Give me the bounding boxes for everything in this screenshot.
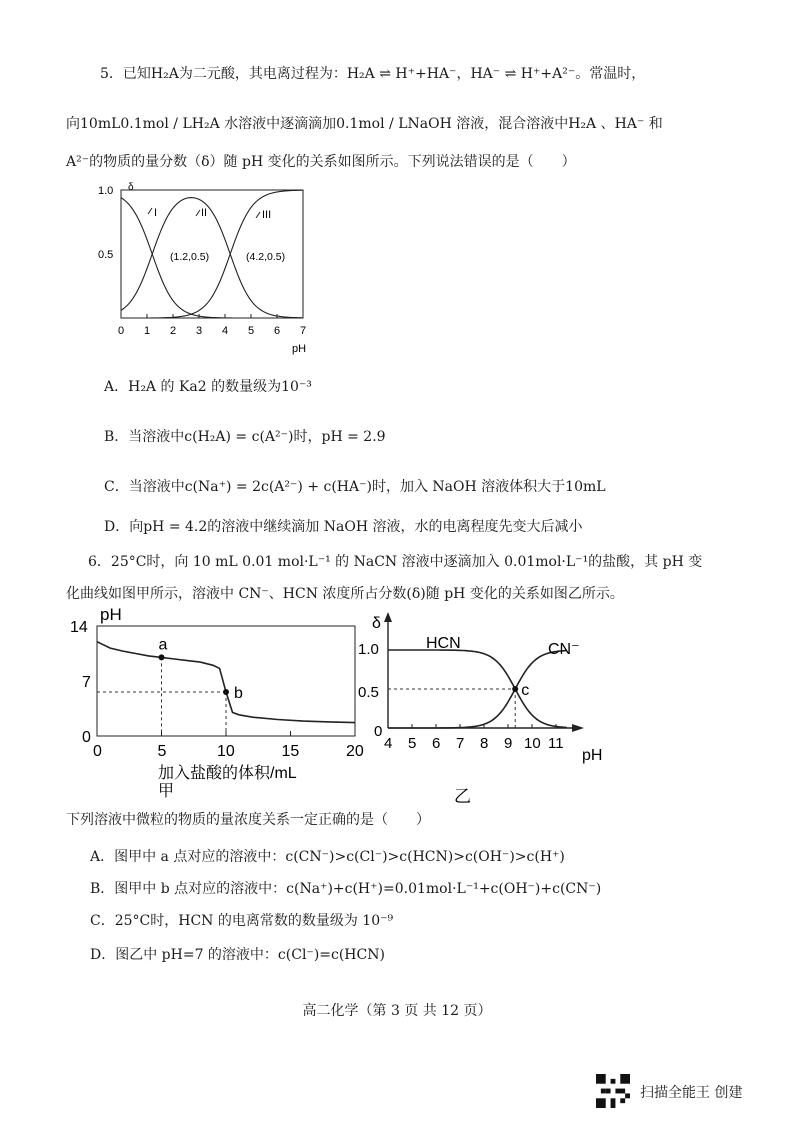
chart3-xtick-label: 6	[432, 735, 441, 752]
chart2-xtick-label: 10	[217, 743, 235, 760]
q5-line2: 向10mL0.1mol / LH₂A 水溶液中逐滴滴加0.1mol / LNaOH 溶液，混合溶液中H₂A 、HA⁻ 和	[66, 116, 663, 132]
q6-line2: 化曲线如图甲所示，溶液中 CN⁻、HCN 浓度所占分数(δ)随 pH 变化的关系如图乙所示。	[66, 586, 624, 602]
chart2-xtick-label: 15	[281, 743, 300, 760]
chart1-label-II: II	[201, 207, 208, 219]
point-c-label: c	[521, 682, 530, 699]
chart2-ytick-7: 7	[82, 674, 91, 691]
chart1-ytick-1: 1.0	[98, 185, 114, 197]
chart3-caption: 乙	[454, 787, 471, 806]
point-a-label: a	[158, 636, 168, 654]
qr-code-icon	[596, 1074, 630, 1108]
chart1-xtick-label: 2	[170, 325, 177, 337]
q6-question: 下列溶液中微粒的物质的量浓度关系一定正确的是（ ）	[66, 812, 430, 828]
chart3-series-hcn: HCN	[426, 635, 461, 652]
chart1-xtick-label: 0	[118, 325, 125, 337]
chart3-ylabel: δ	[372, 615, 381, 632]
q5-option-a: A．H₂A 的 Ka2 的数量级为10⁻³	[104, 379, 312, 395]
chart3-ytick-05: 0.5	[358, 684, 379, 701]
chart3-xtick-label: 7	[456, 735, 465, 752]
chart1-point-1: (1.2,0.5)	[170, 251, 210, 263]
q5-option-b: B．当溶液中c(H₂A) = c(A²⁻)时，pH = 2.9	[104, 429, 386, 445]
chart2-ytick-14: 14	[70, 619, 88, 636]
point-b-label: b	[234, 685, 243, 702]
scanner-badge: 扫描全能王 创建	[640, 1085, 743, 1101]
point-c-marker	[512, 686, 518, 692]
chart1-xtick-label: 4	[222, 325, 229, 337]
chart3-xtick-label: 4	[384, 735, 393, 752]
chart2-xlabel: 加入盐酸的体积/mL	[158, 765, 297, 782]
chart3-curves	[388, 650, 567, 728]
chart2-ytick-0: 0	[82, 729, 91, 746]
titration-curve-chart	[62, 600, 364, 810]
chart3-ytick-0: 0	[374, 723, 383, 740]
h2a-distribution-chart	[96, 180, 326, 360]
chart2-frame	[97, 626, 355, 736]
point-b-marker	[223, 689, 229, 695]
chart1-xlabel: pH	[292, 343, 307, 355]
chart2-xtick-label: 20	[346, 743, 364, 760]
q6-line1: 6．25°C时，向 10 mL 0.01 mol·L⁻¹ 的 NaCN 溶液中逐滴加入 0.01mol·L⁻¹的盐酸，其 pH 变	[88, 554, 703, 570]
chart3-ytick-1: 1.0	[358, 641, 379, 658]
chart3-xlabel: pH	[582, 747, 603, 764]
q5-option-d: D．向pH = 4.2的溶液中继续滴加 NaOH 溶液，水的电离程度先变大后减小	[104, 519, 583, 535]
q6-option-c: C．25°C时，HCN 的电离常数的数量级为 10⁻⁹	[90, 913, 394, 929]
chart1-ytick-05: 0.5	[98, 249, 114, 261]
hcn-distribution-chart	[358, 610, 620, 810]
chart1-ylabel: δ	[128, 182, 134, 193]
q5-line1: 5．已知H₂A为二元酸，其电离过程为：H₂A ⇌ H⁺+HA⁻，HA⁻ ⇌ H⁺+A²⁻。常温时，	[100, 66, 646, 82]
chart3-xtick-label: 11	[548, 735, 564, 752]
chart1-xtick-label: 3	[196, 325, 203, 337]
chart3-xtick-label: 9	[504, 735, 513, 752]
chart2-curve	[97, 636, 355, 736]
chart2-x-ticks	[93, 731, 364, 760]
chart3-x-arrow	[572, 724, 584, 732]
chart3-xtick-label: 5	[408, 735, 417, 752]
chart1-xtick-label: 7	[300, 325, 307, 337]
chart1-label-III: III	[262, 209, 272, 221]
chart1-point-2: (4.2,0.5)	[246, 251, 286, 263]
q5-line3: A²⁻的物质的量分数（δ）随 pH 变化的关系如图所示。下列说法错误的是（ ）	[66, 154, 576, 170]
chart1-xtick-label: 6	[274, 325, 281, 337]
chart2-xtick-label: 0	[93, 743, 102, 760]
point-a-marker	[159, 654, 165, 660]
q5-option-c: C．当溶液中c(Na⁺) = 2c(A²⁻) + c(HA⁻)时，加入 NaOH 溶液体积大于10mL	[104, 479, 606, 495]
page-footer: 高二化学（第 3 页 共 12 页）	[302, 1003, 492, 1019]
q6-option-a: A．图甲中 a 点对应的溶液中：c(CN⁻)>c(Cl⁻)>c(HCN)>c(OH⁻)>c(H⁺)	[90, 849, 565, 865]
chart1-xtick-label: 5	[248, 325, 255, 337]
chart2-caption: 甲	[158, 783, 175, 800]
chart1-xtick-label: 1	[144, 325, 151, 337]
chart2-ylabel: pH	[100, 605, 122, 624]
chart3-y-arrow	[384, 612, 392, 622]
chart3-xtick-label: 10	[524, 735, 541, 752]
chart3-series-cn: CN⁻	[548, 641, 580, 658]
chart2-xtick-label: 5	[157, 743, 167, 760]
chart1-label-I: I	[154, 207, 158, 219]
q6-option-d: D．图乙中 pH=7 的溶液中：c(Cl⁻)=c(HCN)	[90, 947, 385, 963]
q6-option-b: B．图甲中 b 点对应的溶液中：c(Na⁺)+c(H⁺)=0.01mol·L⁻¹+c(OH⁻)+c(CN⁻)	[90, 881, 602, 897]
chart3-xtick-label: 8	[480, 735, 489, 752]
